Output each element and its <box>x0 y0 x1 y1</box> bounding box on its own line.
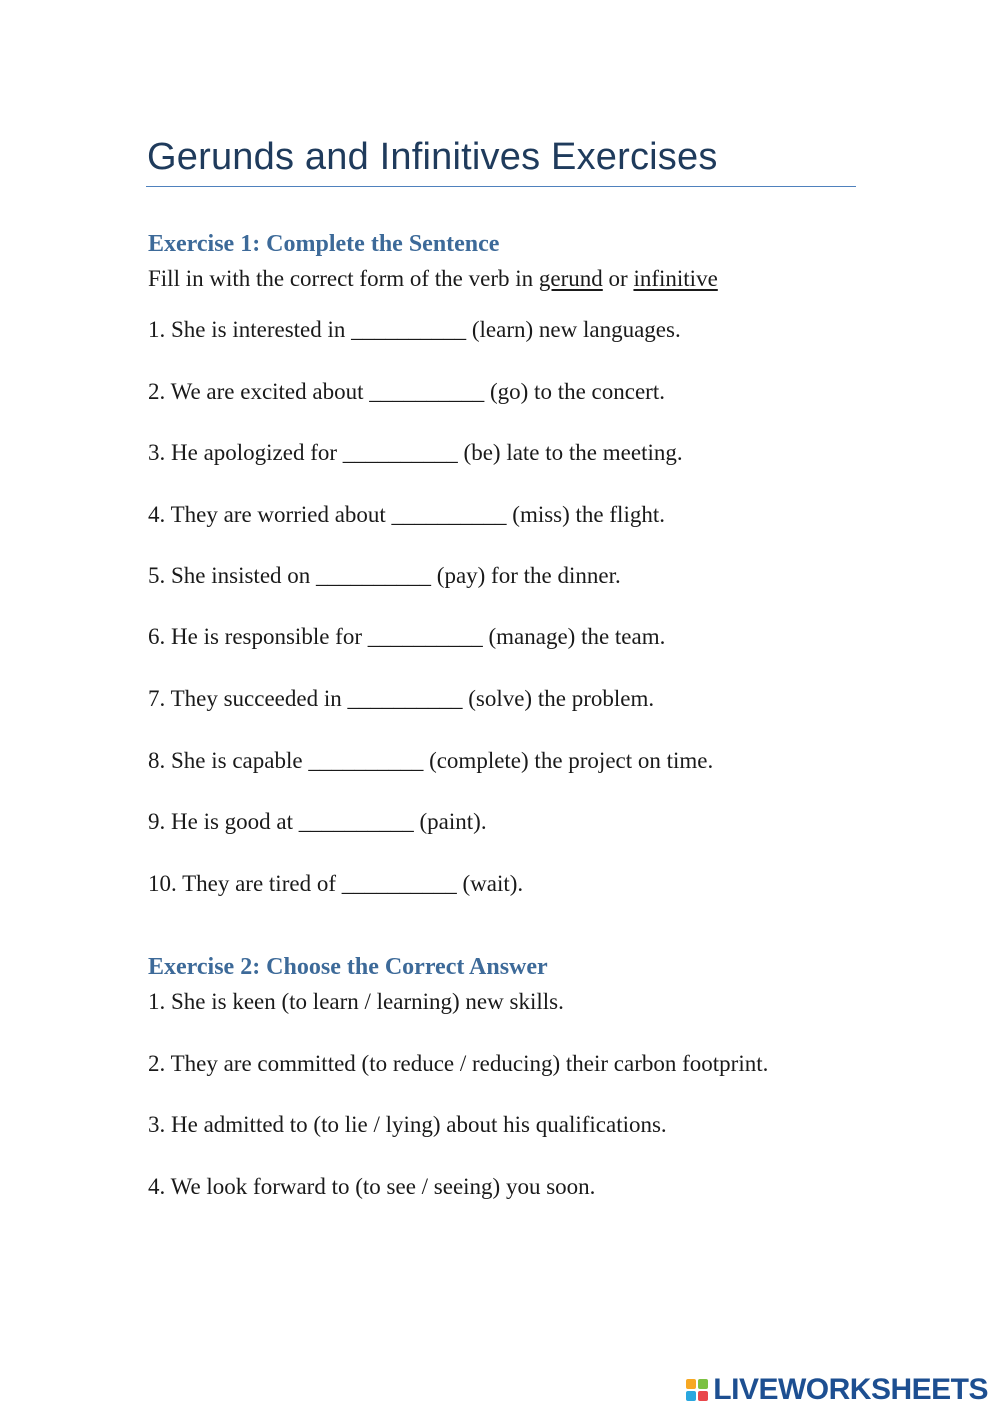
liveworksheets-logo-text: LIVEWORKSHEETS <box>713 1373 988 1406</box>
exercise-1-item-8: 8. She is capable __________ (complete) the project on time. <box>148 748 714 773</box>
exercise-1-item-2: 2. We are excited about __________ (go) to the concert. <box>148 379 665 404</box>
liveworksheets-grid-icon <box>686 1379 708 1401</box>
exercise-2-item-3: 3. He admitted to (to lie / lying) about his qualifications. <box>148 1112 667 1137</box>
instruction-infinitive: infinitive <box>633 266 718 291</box>
exercise-1-item-3: 3. He apologized for __________ (be) late to the meeting. <box>148 440 683 465</box>
exercise-1-item-10: 10. They are tired of __________ (wait). <box>148 871 524 896</box>
title-divider <box>146 186 856 187</box>
icon-square-1 <box>686 1379 696 1389</box>
exercise-1-heading: Exercise 1: Complete the Sentence <box>148 231 500 257</box>
exercise-2-item-4: 4. We look forward to (to see / seeing) you soon. <box>148 1174 596 1199</box>
exercise-1-item-1: 1. She is interested in __________ (learn) new languages. <box>148 317 681 342</box>
liveworksheets-logo <box>686 1370 988 1410</box>
exercise-1-item-4: 4. They are worried about __________ (miss) the flight. <box>148 502 665 527</box>
exercise-2-heading: Exercise 2: Choose the Correct Answer <box>148 954 548 980</box>
icon-square-2 <box>698 1379 708 1389</box>
instruction-prefix: Fill in with the correct form of the verb in <box>148 266 539 291</box>
icon-square-3 <box>686 1391 696 1401</box>
icon-square-4 <box>698 1391 708 1401</box>
exercise-1-item-9: 9. He is good at __________ (paint). <box>148 809 487 834</box>
page-title: Gerunds and Infinitives Exercises <box>147 136 718 178</box>
exercise-2-item-1: 1. She is keen (to learn / learning) new skills. <box>148 989 564 1014</box>
exercise-1-item-7: 7. They succeeded in __________ (solve) the problem. <box>148 686 655 711</box>
exercise-1-instruction <box>148 264 718 294</box>
exercise-1-item-6: 6. He is responsible for __________ (manage) the team. <box>148 624 666 649</box>
instruction-or: or <box>602 266 634 291</box>
exercise-2-item-2: 2. They are committed (to reduce / reducing) their carbon footprint. <box>148 1051 769 1076</box>
instruction-gerund: gerund <box>538 266 603 291</box>
exercise-1-item-5: 5. She insisted on __________ (pay) for the dinner. <box>148 563 621 588</box>
